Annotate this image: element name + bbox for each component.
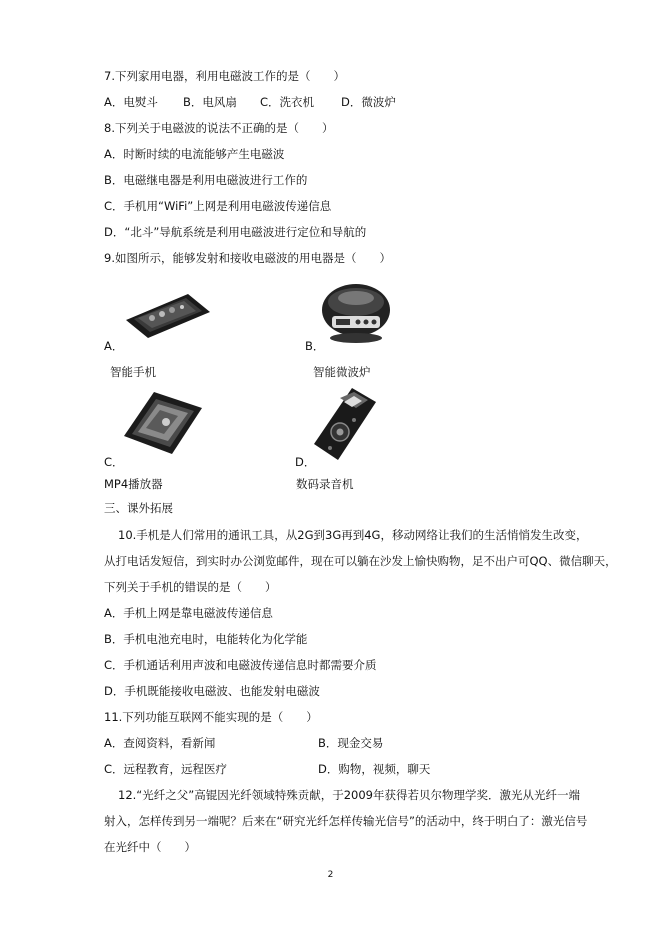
- q9-stem: 9.如图所示，能够发射和接收电磁波的用电器是（ ）: [104, 251, 391, 265]
- smartphone-icon: [122, 290, 212, 340]
- q8-option-c: C．手机用“WiFi”上网是利用电磁波传递信息: [104, 199, 332, 213]
- q11-option-b: B．现金交易: [318, 736, 384, 750]
- q11-option-a: A．查阅资料，看新闻: [104, 736, 216, 750]
- q8-option-a: A．时断时续的电流能够产生电磁波: [104, 147, 285, 161]
- q11-stem: 11.下列功能互联网不能实现的是（ ）: [104, 710, 318, 724]
- q10-stem-line-1: 10.手机是人们常用的通讯工具，从2G到3G再到4G，移动网络让我们的生活悄悄发生改变，: [118, 528, 588, 542]
- q9-option-a-caption: 智能手机: [110, 365, 156, 379]
- q9-option-b-letter: B．: [305, 339, 325, 353]
- q9-option-b-caption: 智能微波炉: [313, 365, 371, 379]
- q11-option-d: D．购物，视频，聊天: [318, 762, 431, 776]
- page-number: 2: [327, 870, 334, 880]
- q9-option-d-letter: D．: [295, 455, 316, 469]
- q8-option-b: B．电磁继电器是利用电磁波进行工作的: [104, 173, 308, 187]
- q7-option-a: A．电熨斗: [104, 95, 158, 109]
- q7-option-b: B．电风扇: [183, 95, 237, 109]
- smart-microwave-icon: [318, 280, 394, 346]
- digital-recorder-icon: [310, 386, 378, 462]
- q10-option-d: D．手机既能接收电磁波、也能发射电磁波: [104, 684, 320, 698]
- q10-stem-line-2: 从打电话发短信，到实时办公浏览邮件，现在可以躺在沙发上愉快购物，足不出户可QQ、微信聊天，: [104, 554, 617, 568]
- q12-stem-line-3: 在光纤中（ ）: [104, 840, 196, 854]
- q8-stem: 8.下列关于电磁波的说法不正确的是（ ）: [104, 121, 334, 135]
- q9-option-c-caption: MP4播放器: [104, 477, 163, 491]
- q7-option-c: C．洗衣机: [260, 95, 315, 109]
- q10-stem-line-3: 下列关于手机的错误的是（ ）: [104, 580, 277, 594]
- q9-option-d-caption: 数码录音机: [296, 477, 354, 491]
- q10-option-a: A．手机上网是靠电磁波传递信息: [104, 606, 273, 620]
- q8-option-d: D．“北斗”导航系统是利用电磁波进行定位和导航的: [104, 225, 367, 239]
- section-heading: 三、课外拓展: [104, 501, 173, 515]
- q10-option-b: B．手机电池充电时，电能转化为化学能: [104, 632, 308, 646]
- q9-option-c-letter: C．: [104, 455, 124, 469]
- q12-stem-line-2: 射入，怎样传到另一端呢？后来在“研究光纤怎样传输光信号”的活动中，终于明白了：激光信号: [104, 814, 588, 828]
- q9-option-a-letter: A．: [104, 339, 124, 353]
- mp4-player-icon: [122, 388, 204, 456]
- q12-stem-line-1: 12.“光纤之父”高锟因光纤领域特殊贡献，于2009年获得若贝尔物理学奖．激光从光纤一端: [118, 788, 580, 802]
- q7-stem: 7.下列家用电器，利用电磁波工作的是（ ）: [104, 69, 345, 83]
- q7-option-d: D．微波炉: [341, 95, 396, 109]
- q10-option-c: C．手机通话利用声波和电磁波传递信息时都需要介质: [104, 658, 377, 672]
- q11-option-c: C．远程教育，远程医疗: [104, 762, 228, 776]
